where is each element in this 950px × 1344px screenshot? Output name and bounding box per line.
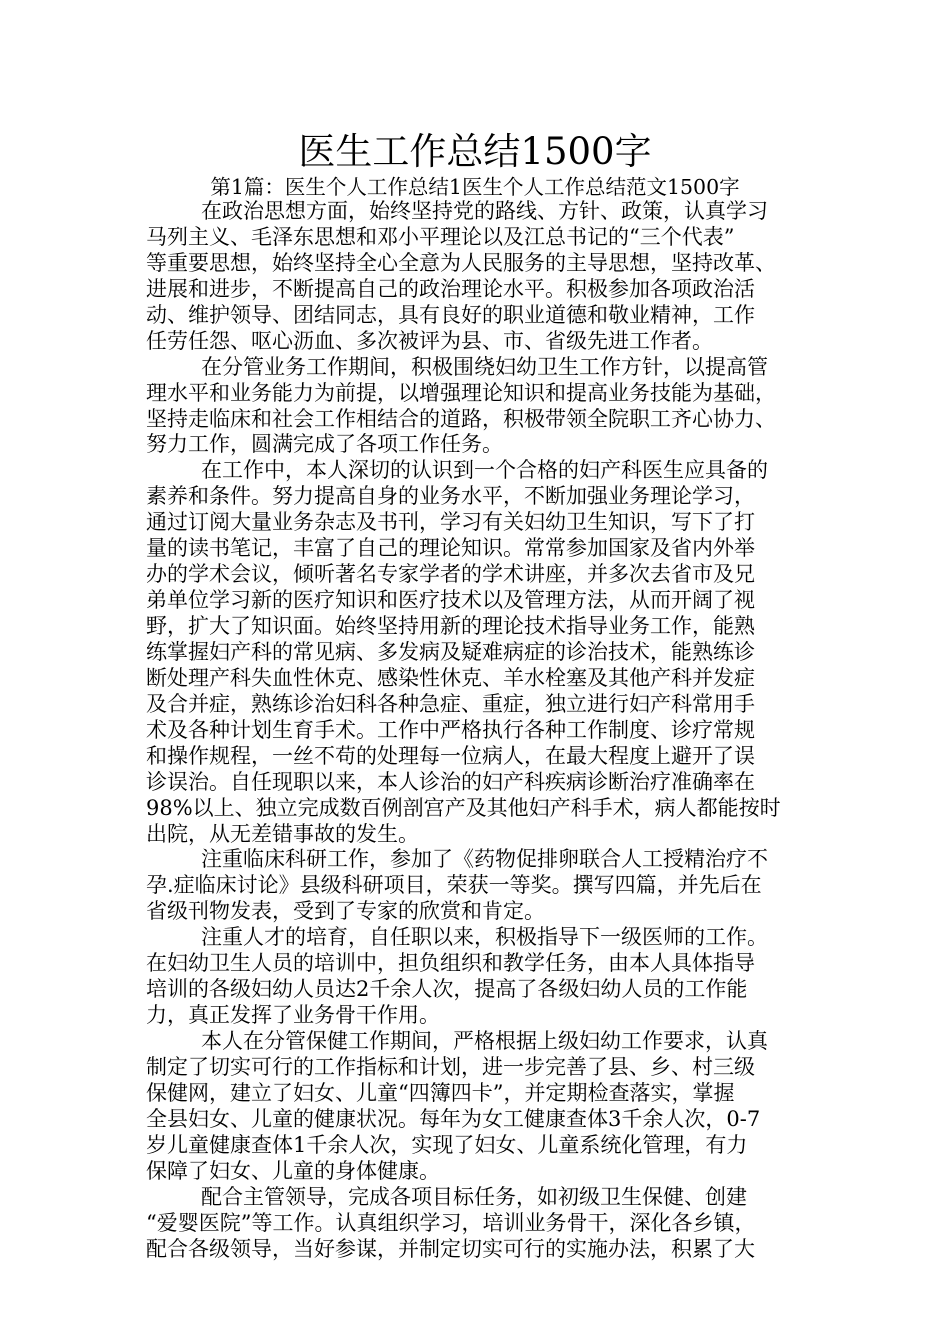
document-title: 医生工作总结1500字 <box>298 130 652 173</box>
paragraph-line: 练掌握妇产科的常见病、多发病及疑难病症的诊治技术，能熟练诊 <box>146 639 755 664</box>
paragraph-line: 坚持走临床和社会工作相结合的道路，积极带领全院职工齐心协力、 <box>146 406 776 431</box>
paragraph-line: 98%以上、独立完成数百例剖宫产及其他妇产科手术，病人都能按时 <box>146 795 781 820</box>
paragraph-line: “爱婴医院”等工作。认真组织学习，培训业务骨干，深化各乡镇， <box>146 1210 756 1235</box>
paragraph-line: 野，扩大了知识面。始终坚持用新的理论技术指导业务工作，能熟 <box>146 614 755 638</box>
document-subtitle: 第1篇：医生个人工作总结1医生个人工作总结范文1500字 <box>210 175 740 199</box>
paragraph-line: 注重临床科研工作，参加了《药物促排卵联合人工授精治疗不 <box>201 847 768 872</box>
paragraph-line: 培训的各级妇幼人员达2千余人次，提高了各级妇幼人员的工作能 <box>146 977 748 1002</box>
paragraph-line: 努力工作，圆满完成了各项工作任务。 <box>146 432 503 457</box>
paragraph-line: 出院，从无差错事故的发生。 <box>146 821 419 846</box>
paragraph-line: 诊误治。自任现职以来，本人诊治的妇产科疾病诊断治疗准确率在 <box>146 769 755 794</box>
paragraph-line: 马列主义、毛泽东思想和邓小平理论以及江总书记的“三个代表” <box>146 224 735 249</box>
paragraph-line: 在工作中，本人深切的认识到一个合格的妇产科医生应具备的 <box>201 458 768 483</box>
paragraph-line: 岁儿童健康查体1千余人次，实现了妇女、儿童系统化管理，有力 <box>146 1132 748 1157</box>
paragraph-line: 素养和条件。努力提高自身的业务水平，不断加强业务理论学习， <box>146 484 755 509</box>
paragraph-line: 和操作规程，一丝不苟的处理每一位病人，在最大程度上避开了误 <box>146 743 755 768</box>
paragraph-line: 全县妇女、儿童的健康状况。每年为女工健康查体3千余人次，0-7 <box>146 1106 761 1131</box>
paragraph-line: 等重要思想，始终坚持全心全意为人民服务的主导思想，坚持改革、 <box>146 250 776 275</box>
paragraph-line: 办的学术会议，倾听著名专家学者的学术讲座，并多次去省市及兄 <box>146 562 755 587</box>
paragraph-line: 本人在分管保健工作期间，严格根据上级妇幼工作要求，认真 <box>201 1029 768 1053</box>
paragraph-line: 量的读书笔记，丰富了自己的理论知识。常常参加国家及省内外举 <box>146 536 755 561</box>
paragraph-line: 保障了妇女、儿童的身体健康。 <box>146 1158 440 1183</box>
paragraph-line: 动、维护领导、团结同志，具有良好的职业道德和敬业精神，工作 <box>146 302 755 327</box>
paragraph-line: 力，真正发挥了业务骨干作用。 <box>146 1003 440 1028</box>
paragraph-line: 术及各种计划生育手术。工作中严格执行各种工作制度、诊疗常规 <box>146 717 755 742</box>
document-body <box>146 199 806 1262</box>
paragraph-line: 制定了切实可行的工作指标和计划，进一步完善了县、乡、村三级 <box>146 1054 755 1079</box>
paragraph-line: 在分管业务工作期间，积极围绕妇幼卫生工作方针，以提高管 <box>201 354 768 379</box>
paragraph-line: 注重人才的培育，自任职以来，积极指导下一级医师的工作。 <box>201 925 768 950</box>
paragraph-line: 配合主管领导，完成各项目标任务，如初级卫生保健、创建 <box>201 1184 747 1209</box>
paragraph-line: 在妇幼卫生人员的培训中，担负组织和教学任务，由本人具体指导 <box>146 951 755 976</box>
paragraph-line: 进展和进步，不断提高自己的政治理论水平。积极参加各项政治活 <box>146 276 755 301</box>
paragraph-line: 通过订阅大量业务杂志及书刊，学习有关妇幼卫生知识，写下了打 <box>146 510 755 535</box>
paragraph-line: 配合各级领导，当好参谋，并制定切实可行的实施办法，积累了大 <box>146 1236 755 1261</box>
paragraph-line: 孕.症临床讨论》县级科研项目，荣获一等奖。撰写四篇，并先后在 <box>146 873 762 898</box>
paragraph-line: 省级刊物发表，受到了专家的欣赏和肯定。 <box>146 899 545 924</box>
paragraph-line: 理水平和业务能力为前提，以增强理论知识和提高业务技能为基础， <box>146 380 776 405</box>
paragraph-line: 弟单位学习新的医疗知识和医疗技术以及管理方法，从而开阔了视 <box>146 588 755 613</box>
paragraph-line: 保健网，建立了妇女、儿童“四簿四卡”，并定期检查落实，掌握 <box>146 1080 735 1105</box>
paragraph-line: 在政治思想方面，始终坚持党的路线、方针、政策，认真学习 <box>201 199 768 223</box>
paragraph-line: 任劳任怨、呕心沥血、多次被评为县、市、省级先进工作者。 <box>146 328 713 353</box>
paragraph-line: 及合并症，熟练诊治妇科各种急症、重症，独立进行妇产科常用手 <box>146 691 755 716</box>
paragraph-line: 断处理产科失血性休克、感染性休克、羊水栓塞及其他产科并发症 <box>146 665 755 690</box>
